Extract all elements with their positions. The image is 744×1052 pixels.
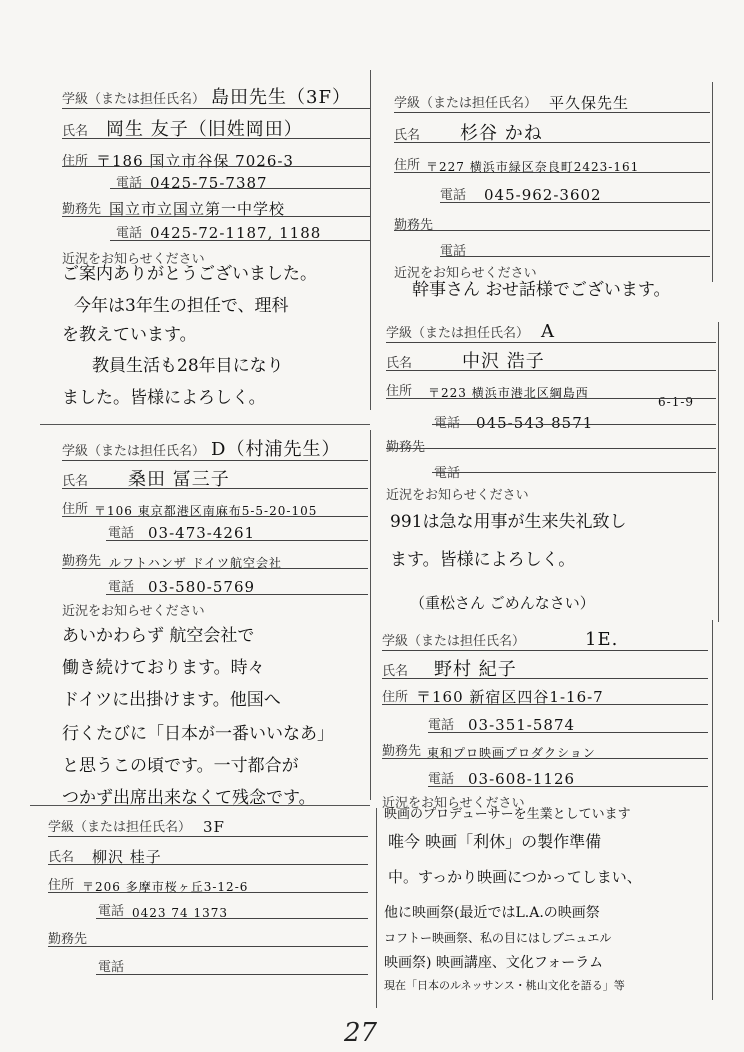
news-line: 行くたびに「日本が一番いいなあ」 (62, 724, 334, 744)
address-label: 住所 (62, 154, 89, 169)
class-label: 学級（または担任氏名） (62, 92, 206, 107)
news-line: 991は急な用事が生来失礼致し (390, 512, 627, 532)
phone-label: 電話 (98, 904, 125, 919)
phone-label: 電話 (108, 526, 135, 541)
class-value: 島田先生（3F） (211, 87, 351, 108)
news-line: 幹事さん おせ話様でございます。 (412, 280, 671, 300)
class-value: 1E. (585, 629, 619, 650)
class-value: 3F (203, 818, 225, 836)
work-phone-label: 電話 (440, 244, 467, 259)
address-label: 住所 (394, 158, 421, 173)
class-label: 学級（または担任氏名） (382, 634, 526, 649)
address-value: 〒186 国立市谷保 7026-3 (96, 152, 294, 170)
news-line: 現在「日本のルネッサンス・桃山文化を語る」等 (384, 979, 625, 992)
work-value: 国立市立国立第一中学校 (109, 200, 286, 218)
work-phone-label: 電話 (116, 226, 143, 241)
work-label: 勤務先 (386, 440, 426, 455)
class-label: 学級（または担任氏名） (62, 444, 206, 459)
news-line: 今年は3年生の担任で、理科 (74, 296, 289, 316)
news-line: （重松さん ごめんなさい） (410, 594, 595, 612)
address-label: 住所 (382, 690, 409, 705)
news-line: と思うこの頃です。一寸都合が (62, 756, 299, 776)
name-value: 杉谷 かね (460, 123, 543, 144)
work-value: 東和プロ映画プロダクション (427, 746, 596, 760)
news-line: 映画祭) 映画講座、文化フォーラム (384, 955, 604, 971)
class-label: 学級（または担任氏名） (394, 96, 538, 111)
news-line: ました。皆様によろしく。 (62, 388, 266, 408)
phone-value: 03-351-5874 (468, 716, 576, 734)
address-label: 住所 (48, 878, 75, 893)
work-phone-label: 電話 (434, 466, 461, 481)
phone-label: 電話 (428, 718, 455, 733)
news-line: 他に映画祭(最近ではL.A.の映画祭 (384, 905, 600, 921)
phone-value: 0423 74 1373 (132, 906, 228, 920)
name-value: 野村 紀子 (434, 659, 517, 680)
work-label: 勤務先 (48, 932, 88, 947)
class-label: 学級（または担任氏名） (48, 820, 192, 835)
name-value: 岡生 友子（旧姓岡田） (106, 119, 303, 140)
work-phone-label: 電話 (108, 580, 135, 595)
name-label: 氏名 (394, 128, 421, 143)
news-label: 近況をお知らせください (62, 252, 205, 267)
news-line: ご案内ありがとうございました。 (62, 264, 317, 284)
news-label: 近況をお知らせください (386, 488, 529, 503)
phone-value: 045-962-3602 (484, 186, 602, 204)
phone-label: 電話 (434, 416, 461, 431)
news-line: 働き続けております。時々 (62, 658, 265, 678)
work-label: 勤務先 (62, 554, 102, 569)
phone-value: 03-473-4261 (148, 524, 256, 542)
news-line: 唯今 映画「利休」の製作準備 (388, 832, 602, 851)
news-line: コフトー映画祭、私の目にはしブニュエル (384, 931, 612, 945)
news-line: 映画のプロデューサーを生業としています (384, 807, 631, 822)
work-phone-label: 電話 (98, 960, 125, 975)
news-line: ます。皆様によろしく。 (390, 550, 576, 570)
class-value: A (541, 321, 556, 342)
work-phone-label: 電話 (428, 772, 455, 787)
work-label: 勤務先 (62, 202, 102, 217)
name-label: 氏名 (62, 474, 89, 489)
news-line: 中。すっかり映画につかってしまい、 (388, 868, 642, 886)
phone-value: 0425-75-7387 (150, 174, 268, 192)
work-phone-value: 0425-72-1187, 1188 (150, 224, 322, 242)
work-phone-value: 03-580-5769 (148, 578, 256, 596)
news-line: 教員生活も28年目になり (92, 356, 284, 376)
news-label: 近況をお知らせください (62, 604, 205, 619)
name-label: 氏名 (382, 664, 409, 679)
address-value: 〒160 新宿区四谷1-16-7 (416, 688, 604, 706)
name-label: 氏名 (386, 356, 413, 371)
address-value: 〒206 多摩市桜ヶ丘3-12-6 (82, 880, 249, 894)
work-label: 勤務先 (394, 218, 434, 233)
work-value: ルフトハンザ ドイツ航空会社 (109, 556, 282, 570)
address-label: 住所 (386, 384, 413, 399)
news-line: あいかわらず 航空会社で (62, 626, 255, 646)
name-label: 氏名 (48, 850, 75, 865)
address-value: 〒227 横浜市緑区奈良町2423-161 (426, 160, 640, 174)
name-label: 氏名 (62, 124, 89, 139)
page-number: 27 (344, 1018, 378, 1048)
news-label: 近況をお知らせください (382, 796, 525, 811)
name-value: 中沢 浩子 (462, 351, 545, 372)
class-value: D（村浦先生） (211, 439, 341, 460)
name-value: 柳沢 桂子 (92, 848, 162, 866)
class-label: 学級（または担任氏名） (386, 326, 530, 341)
class-value: 平久保先生 (549, 94, 630, 112)
phone-label: 電話 (440, 188, 467, 203)
address-value: 〒106 東京都港区南麻布5-5-20-105 (94, 504, 318, 518)
news-label: 近況をお知らせください (394, 266, 537, 281)
address-line-2: 6-1-9 (658, 395, 695, 409)
news-line: ドイツに出掛けます。他国へ (62, 690, 281, 710)
work-phone-value: 03-608-1126 (468, 770, 576, 788)
phone-value: 045-543 8571 (476, 414, 594, 432)
phone-label: 電話 (116, 176, 143, 191)
news-line: を教えています。 (62, 325, 197, 345)
name-value: 桑田 冨三子 (128, 469, 230, 490)
news-line: つかず出席出来なくて残念です。 (62, 788, 316, 808)
address-value: 〒223 横浜市港北区綱島西 (428, 386, 589, 400)
work-label: 勤務先 (382, 744, 422, 759)
address-label: 住所 (62, 502, 89, 517)
